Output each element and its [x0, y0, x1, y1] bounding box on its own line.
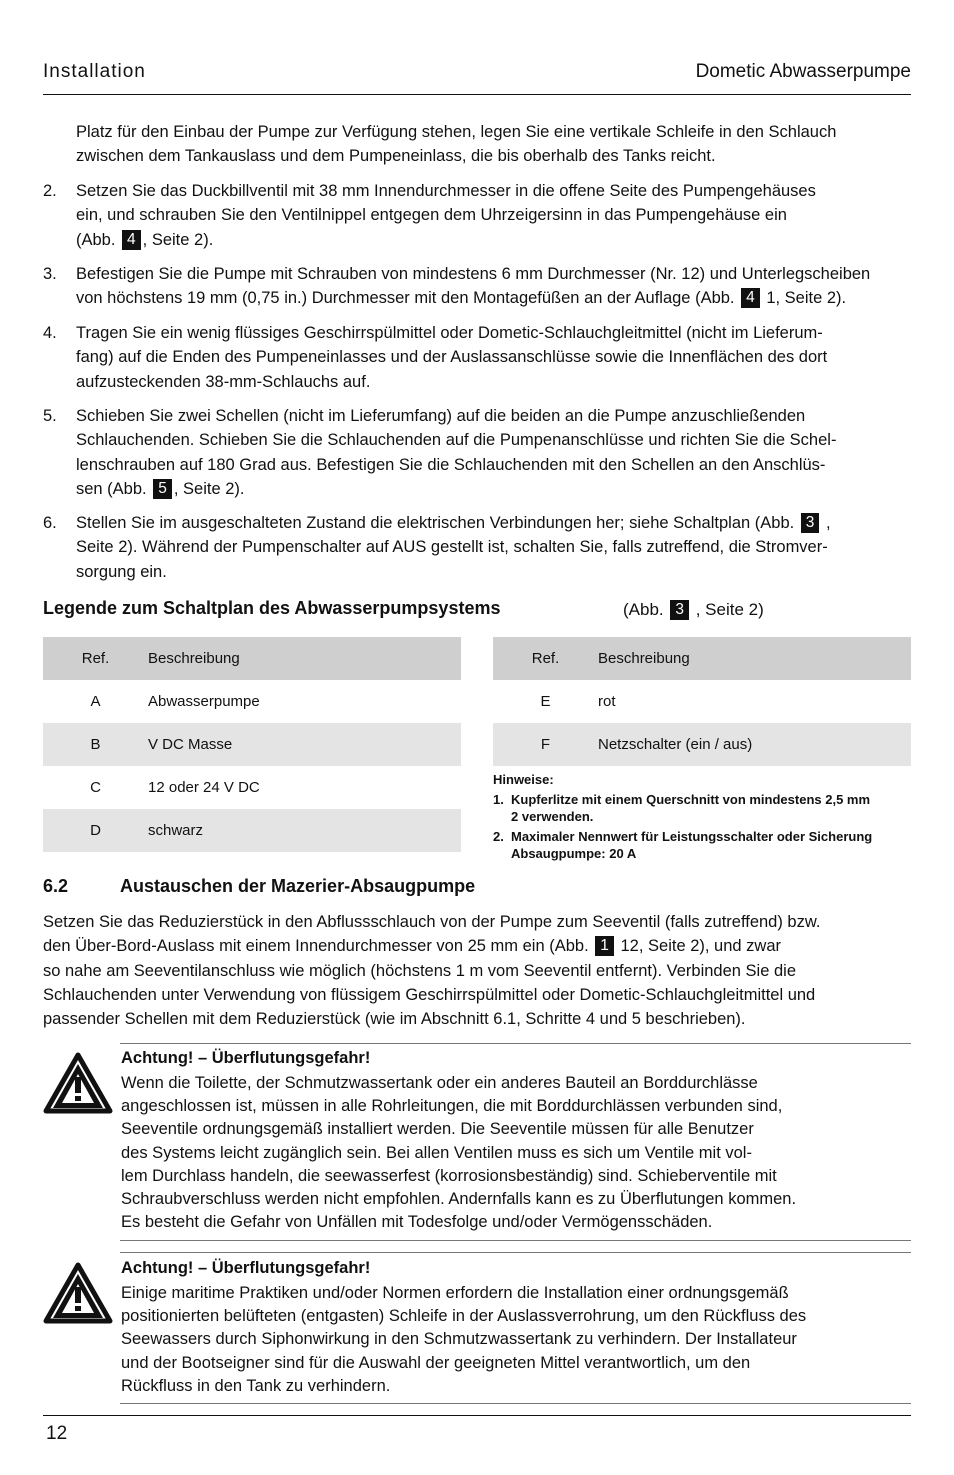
- note-number: 1.: [493, 792, 504, 807]
- note-line: 2 verwenden.: [511, 809, 594, 824]
- figure-badge: 3: [801, 513, 820, 533]
- column-header-description: Beschreibung: [148, 637, 461, 680]
- step-text-part: 1, Seite 2).: [766, 289, 847, 308]
- step-line: [76, 477, 836, 501]
- step-number: 6.: [43, 514, 57, 532]
- figure-badge: 5: [153, 479, 172, 499]
- table-header-row: [493, 637, 911, 680]
- step-5-text: [76, 404, 836, 501]
- header-product-title: Dometic Abwasserpumpe: [695, 61, 911, 82]
- step-text-part: Stellen Sie im ausgeschalteten Zustand die elektrischen Verbindungen her; siehe Schaltplan (Abb.: [76, 514, 795, 532]
- step-line: Schlauchenden. Schieben Sie die Schlauchenden auf die Pumpenanschlüsse und richten Sie die Schel-: [76, 431, 837, 450]
- table-row: [493, 723, 911, 766]
- cell-ref: E: [540, 693, 551, 710]
- step-text-part: , Seite 2).: [173, 479, 245, 498]
- note-line: Maximaler Nennwert für Leistungsschalter oder Sicherung: [511, 829, 873, 844]
- step-line: lenschrauben auf 180 Grad aus. Befestigen Sie die Schlauchenden mit den Schellen an den Anschlüs-: [76, 455, 826, 474]
- warning-line: Seeventile ordnungsgemäß installiert werden. Die Seeventile müssen für alle Benutzer: [121, 1120, 754, 1139]
- paragraph-text-part: 12, Seite 2), und zwar: [620, 937, 781, 956]
- warning-text: [121, 1282, 911, 1398]
- warning-triangle-icon: [43, 1052, 113, 1114]
- step-4-text: [76, 321, 827, 394]
- legend-ref-text: (Abb.: [623, 600, 664, 619]
- step-line: aufzusteckenden 38-mm-Schlauchs auf.: [76, 372, 371, 391]
- note-item: [493, 828, 911, 862]
- step-number: 5.: [43, 407, 57, 425]
- warning-line: Einige maritime Praktiken und/oder Normen erfordern die Installation einer ordnungsgemäß: [121, 1284, 789, 1302]
- cell-ref: F: [493, 723, 598, 766]
- cell-description: rot: [598, 693, 616, 710]
- step-line: Befestigen Sie die Pumpe mit Schrauben von mindestens 6 mm Durchmesser (Nr. 12) und Unterlegscheiben: [76, 265, 871, 283]
- paragraph-line: so nahe am Seeventilanschluss wie möglich (höchstens 1 m vom Seeventil entfernt). Verbinden Sie die: [43, 961, 796, 980]
- warning-top-rule: [120, 1252, 911, 1253]
- table-row: [43, 680, 461, 723]
- step-line: ein, und schrauben Sie den Ventilnippel entgegen dem Uhrzeigersinn in das Pumpengehäuse ein: [76, 206, 787, 225]
- figure-badge: 4: [741, 288, 760, 308]
- table-row: [43, 766, 461, 809]
- legend-ref-text: , Seite 2): [695, 600, 764, 619]
- step-line: [76, 228, 816, 252]
- warning-bottom-rule: [120, 1240, 911, 1241]
- step-line: fang) auf die Enden des Pumpeneinlasses und der Auslassanschlüsse sowie die Innenflächen des dort: [76, 348, 828, 367]
- section-title: Austauschen der Mazerier-Absaugpumpe: [120, 876, 476, 896]
- header-divider: [43, 94, 911, 95]
- warning-triangle-icon: [43, 1262, 113, 1324]
- column-header-ref: Ref.: [493, 637, 598, 680]
- cell-description: 12 oder 24 V DC: [148, 779, 260, 796]
- step-number: 4.: [43, 324, 57, 342]
- intro-line: Platz für den Einbau der Pumpe zur Verfügung stehen, legen Sie eine vertikale Schleife in den Schlauch: [76, 123, 837, 141]
- figure-badge: 3: [670, 600, 689, 620]
- footer-divider: [43, 1415, 911, 1416]
- step-line: Seite 2). Während der Pumpenschalter auf AUS gestellt ist, schalten Sie, falls zutreffend, die Stromver-: [76, 538, 828, 557]
- cell-description: schwarz: [148, 809, 461, 852]
- cell-ref: A: [90, 693, 101, 710]
- step-text-part: ,: [826, 514, 831, 532]
- paragraph-line: Setzen Sie das Reduzierstück in den Abflussschlauch von der Pumpe zum Seeventil (falls zutreffend) bzw.: [43, 913, 821, 931]
- step-2-text: [76, 179, 816, 252]
- warning-line: positionierten belüfteten (entgasten) Schleife in der Auslassverrohrung, um den Rückfluss des: [121, 1307, 807, 1326]
- legend-figure-reference: [623, 600, 764, 620]
- step-line: Tragen Sie ein wenig flüssiges Geschirrspülmittel oder Dometic-Schlauchgleitmittel (nicht im Lieferum-: [76, 324, 823, 342]
- cell-description: Netzschalter (ein / aus): [598, 723, 911, 766]
- column-header-description: Beschreibung: [598, 637, 911, 680]
- step-line: sorgung ein.: [76, 562, 167, 581]
- warning-title: Achtung! – Überflutungsgefahr!: [121, 1049, 371, 1067]
- step-line: [76, 286, 870, 310]
- paragraph-line: Schlauchenden unter Verwendung von flüssigem Geschirrspülmittel oder Dometic-Schlauchgleitmittel und: [43, 985, 816, 1004]
- warning-line: Schraubverschluss werden nicht empfohlen. Andernfalls kann es zu Überflutungen kommen.: [121, 1190, 797, 1209]
- table-row: [43, 809, 461, 852]
- legend-table-left: [43, 637, 461, 852]
- figure-badge: 1: [595, 936, 614, 956]
- step-text-part: , Seite 2).: [142, 230, 214, 249]
- step-number: 2.: [43, 182, 57, 200]
- warning-title: Achtung! – Überflutungsgefahr!: [121, 1259, 371, 1277]
- step-text-part: von höchstens 19 mm (0,75 in.) Durchmesser mit den Montagefüßen an der Auflage (Abb.: [76, 289, 735, 308]
- warning-text: [121, 1072, 911, 1234]
- table-row: [43, 723, 461, 766]
- step-line: Schieben Sie zwei Schellen (nicht im Lieferumfang) auf die beiden an die Pumpe anzuschließenden: [76, 407, 806, 425]
- legend-title: Legende zum Schaltplan des Abwasserpumpsystems: [43, 598, 501, 618]
- warning-line: angeschlossen ist, müssen in alle Rohrleitungen, die mit Borddurchlässen verbunden sind,: [121, 1097, 783, 1116]
- cell-ref: C: [90, 779, 101, 796]
- step-line: Setzen Sie das Duckbillventil mit 38 mm Innendurchmesser in die offene Seite des Pumpengehäuses: [76, 182, 816, 200]
- table-header-row: [43, 637, 461, 680]
- note-line: Kupferlitze mit einem Querschnitt von mindestens 2,5 mm: [511, 792, 871, 807]
- cell-ref: D: [43, 809, 148, 852]
- notes-title: Hinweise:: [493, 772, 554, 787]
- warning-line: des Systems leicht zugänglich sein. Bei allen Ventilen muss es sich um Ventile mit vol-: [121, 1143, 752, 1162]
- step-text-part: sen (Abb.: [76, 479, 147, 498]
- intro-paragraph: [76, 120, 836, 169]
- cell-description: Abwasserpumpe: [148, 693, 260, 710]
- section-number: 6.2: [43, 876, 69, 896]
- section-paragraph: [43, 910, 820, 1031]
- legend-notes: [493, 771, 911, 862]
- cell-description: V DC Masse: [148, 723, 461, 766]
- column-header-ref: Ref.: [43, 637, 148, 680]
- paragraph-line: passender Schellen mit dem Reduzierstück (wie im Abschnitt 6.1, Schritte 4 und 5 beschrieben).: [43, 1010, 746, 1029]
- step-text-part: (Abb.: [76, 230, 116, 249]
- warning-line: Wenn die Toilette, der Schmutzwassertank oder ein anderes Bauteil an Borddurchlässe: [121, 1074, 758, 1092]
- note-line: Absaugpumpe: 20 A: [511, 846, 637, 861]
- warning-top-rule: [120, 1043, 911, 1044]
- step-3-text: [76, 262, 870, 311]
- warning-bottom-rule: [120, 1403, 911, 1404]
- figure-badge: 4: [122, 230, 141, 250]
- warning-line: und der Bootseigner sind für die Auswahl der geeigneten Mittel verantwortlich, um den: [121, 1353, 751, 1372]
- intro-line: zwischen dem Tankauslass und dem Pumpeneinlass, die bis oberhalb des Tanks reicht.: [76, 147, 716, 166]
- step-6-text: [76, 511, 831, 584]
- warning-line: lem Durchlass handeln, die seewasserfest (korrosionsbeständig) sind. Schieberventile mit: [121, 1166, 777, 1185]
- paragraph-line: [43, 934, 820, 958]
- warning-line: Es besteht die Gefahr von Unfällen mit Todesfolge und/oder Vermögensschäden.: [121, 1213, 713, 1232]
- warning-line: Rückfluss in den Tank zu verhindern.: [121, 1376, 391, 1395]
- note-number: 2.: [493, 829, 504, 844]
- page-number: 12: [46, 1423, 68, 1444]
- step-line: [76, 511, 831, 535]
- paragraph-text-part: den Über-Bord-Auslass mit einem Innendurchmesser von 25 mm ein (Abb.: [43, 937, 589, 956]
- step-number: 3.: [43, 265, 57, 283]
- table-row: [493, 680, 911, 723]
- header-section-label: Installation: [43, 61, 146, 82]
- warning-line: Seewassers durch Siphonwirkung in den Schmutzwassertank zu verhindern. Der Installateur: [121, 1330, 797, 1349]
- note-item: [493, 791, 911, 825]
- legend-table-right: [493, 637, 911, 766]
- cell-ref: B: [43, 723, 148, 766]
